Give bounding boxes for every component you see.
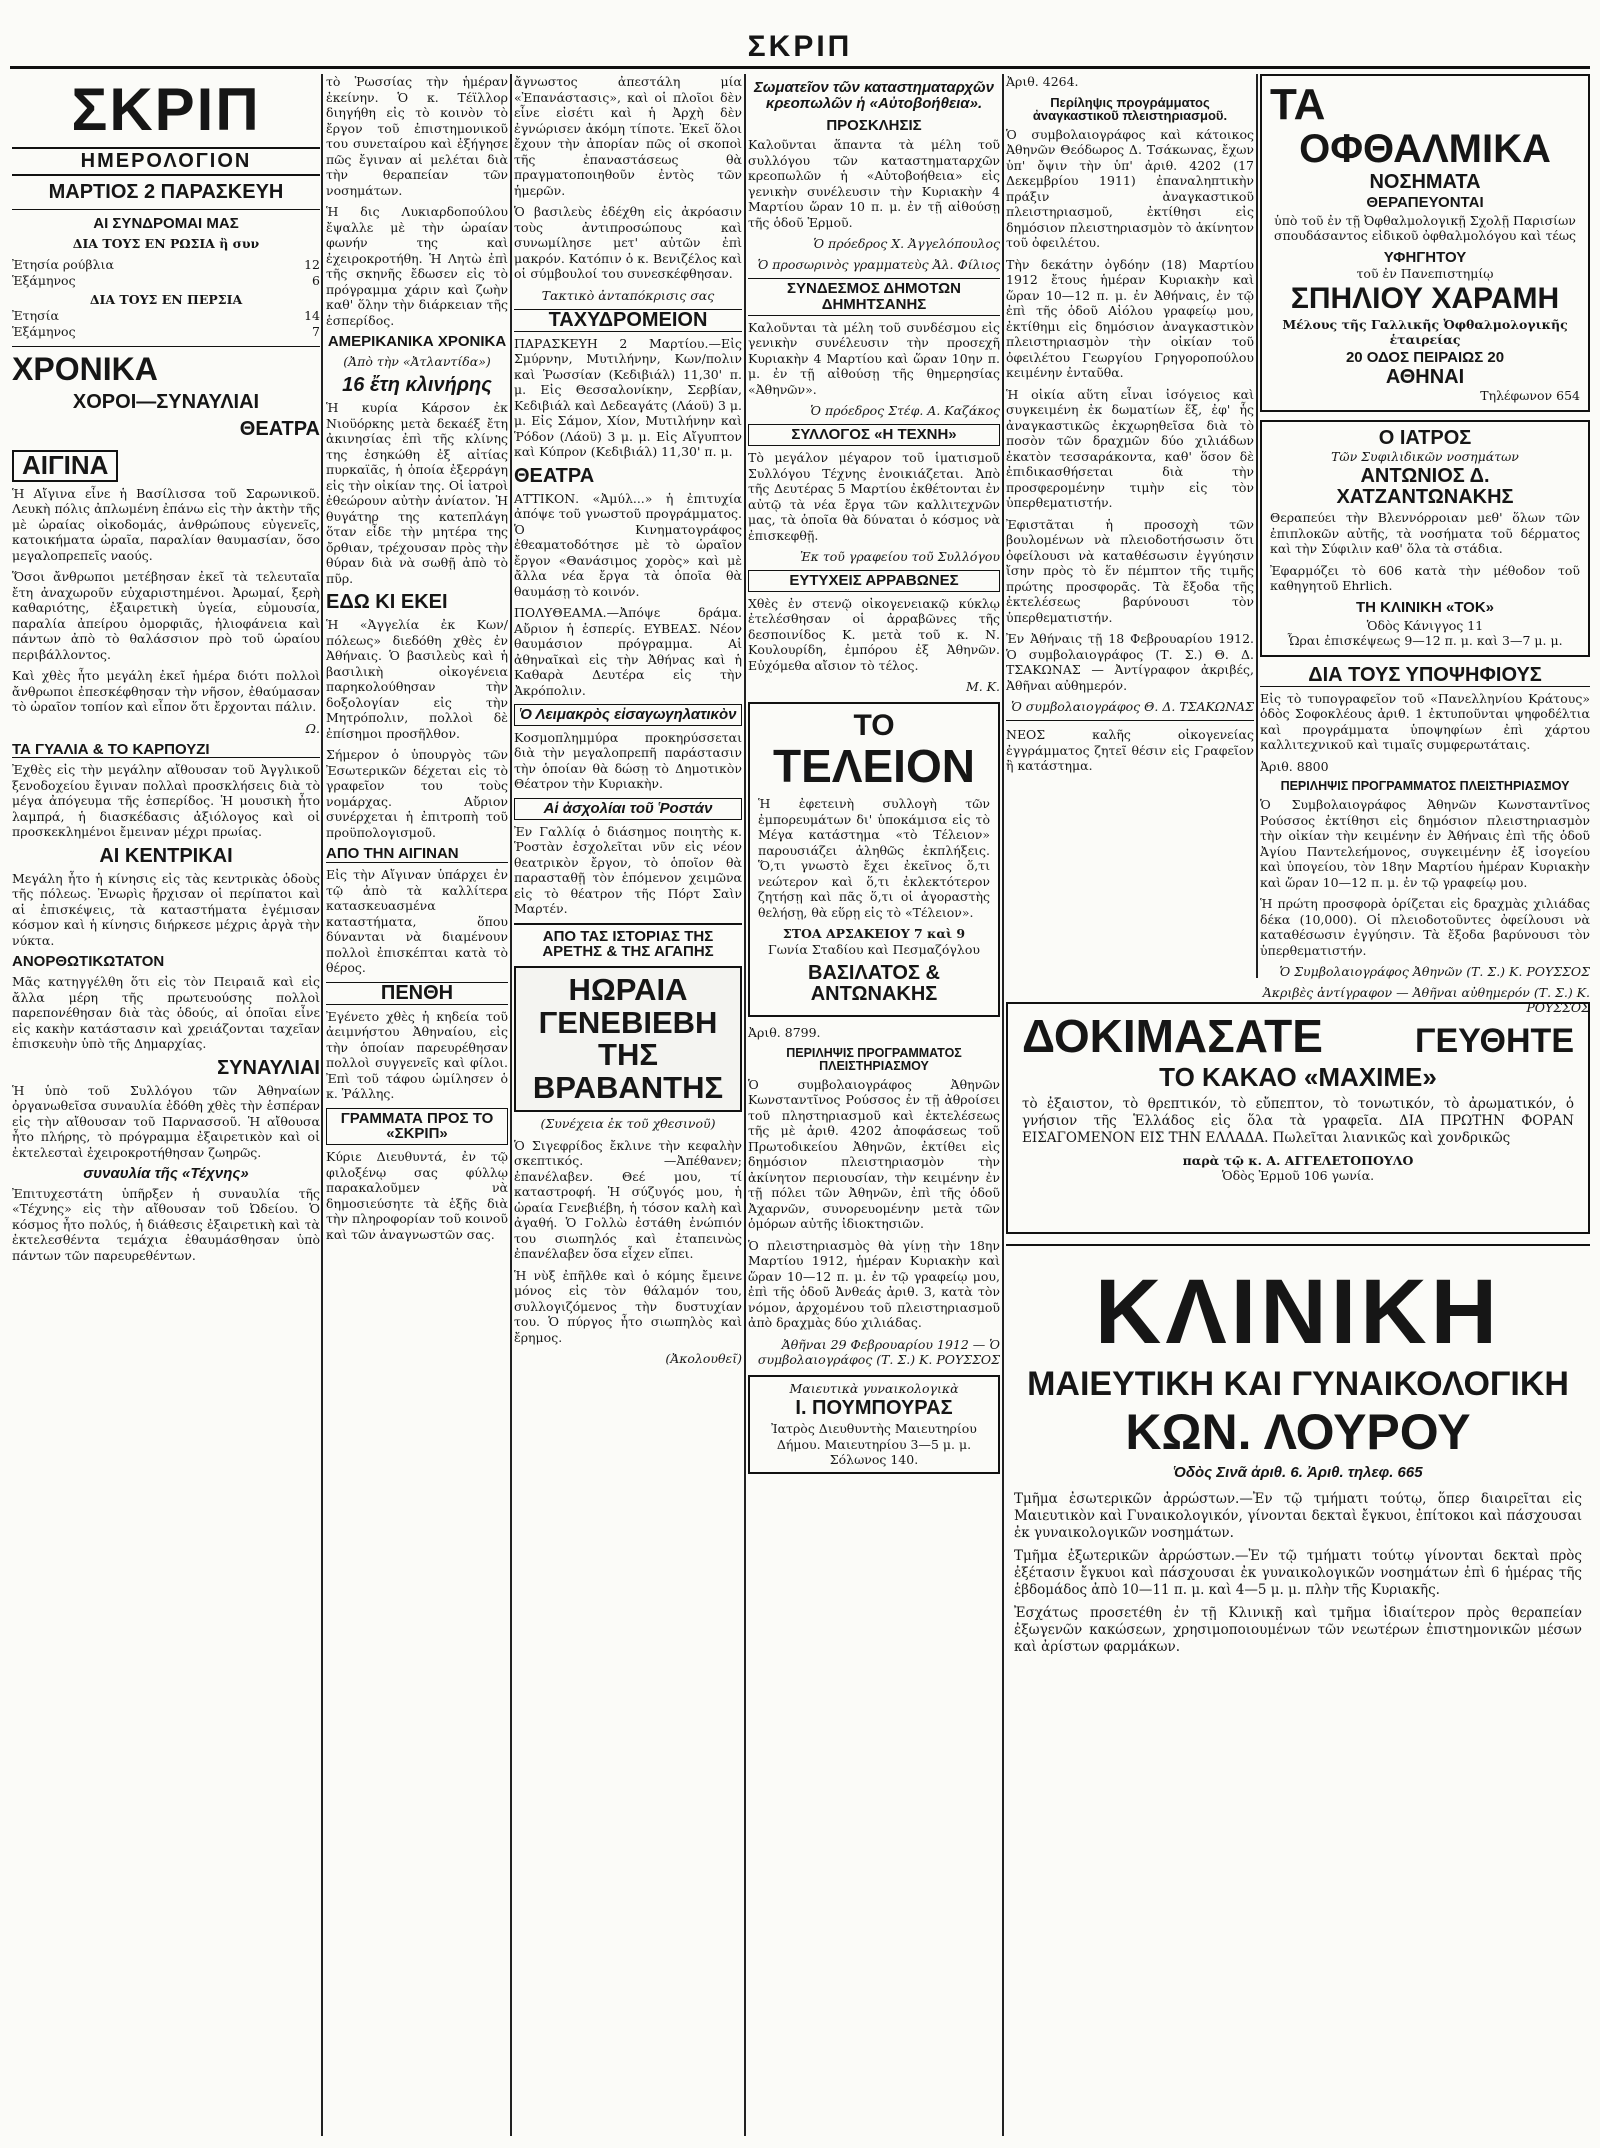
signature: Ὁ πρόεδρος Στέφ. Α. Καζάκος xyxy=(810,403,1000,419)
signature: Ἀκριβὲς ἀντίγραφον — Ἀθῆναι αὐθημερόν (Τ. Σ.) Κ. ΡΟΥΣΣΟΣ xyxy=(1262,985,1590,1016)
signature: (Ἀκολουθεῖ) xyxy=(665,1351,742,1367)
advert-text: Θεραπεύει τὴν Βλεννόρροιαν μεθ' ὅλων τῶν ἐπιπλοκῶν αὐτῆς, τὰ νοσήματα τοῦ δέρματος καὶ τὴν Σύφιλιν καθ' ὅλα τὰ στάδια. xyxy=(1270,510,1580,557)
masthead-rule xyxy=(10,66,1590,69)
section-heading: Περίληψις προγράμματος ἀναγκαστικοῦ πλειστηριασμοῦ. xyxy=(1032,94,1228,124)
advert-text: Ἐσχάτως προσετέθη ἐν τῇ Κλινικῇ καὶ τμῆμα ἰδιαίτερον πρὸς θεραπείαν ἐξωγενῶν κακώσεων, χρησιμοποιουμένων τῶν νεωτέρων ἐπιστημονικῶν μέσων καὶ ἀρίστων φαρμάκων. xyxy=(1014,1604,1582,1655)
note: Τακτικὸ ἀνταπόκρισις σας xyxy=(541,287,715,303)
choroi-heading: ΧΟΡΟΙ—ΣΥΝΑΥΛΙΑΙ xyxy=(72,391,260,414)
advert-subtitle: Τῶν Συφιλιδικῶν νοσημάτων xyxy=(1331,448,1519,464)
advert-text: Ἡ ἐφετεινὴ συλλογὴ τῶν ἐμπορευμάτων δι' ὑποκάμισα εἰς τὸ Μέγα κατάστημα «τὸ Τέλειον» παρουσιάζει ἀληθῶς ἐκπλήξεις. Ὅ,τι γνωστὸ ἔχει ἐκεῖνος ὅ,τι νεώτερον καὶ ὅ,τι ἐκλεκτότερον ζητήσῃ καὶ πᾶς ὅ,τι οἱ ἀγοραστὴς θελήσῃ, θὰ εὕρῃ εἰς τὸ «Τέλειον». xyxy=(758,796,990,920)
paragraph: Ὁ βασιλεὺς ἐδέχθη εἰς ἀκρόασιν τοὺς ἀντιπροσώπους καὶ συνωμίλησε μετ' αὐτῶν ἐπὶ μακρόν. Κατόπιν ὁ κ. Βενιζέλος καὶ οἱ σύμβουλοί του συνεσκέφθησαν. xyxy=(514,204,742,281)
paragraph: ΠΟΛΥΘΕΑΜΑ.—Ἀπόψε δράμα. Αὔριον ἡ ἑσπερίς. ΕΥΒΕΑΣ. Νέον θαυμάσιον πρόγραμμα. Αἱ ἀθηναῖκαὶ εἰς τὴν Ἀθήνας καὶ ἡ Καθαρὰ Δευτέρα εἰς τὴν Ἀκρόπολιν. xyxy=(514,605,742,698)
serial-kicker: ΑΠΟ ΤΑΣ ΙΣΤΟΡΙΑΣ ΤΗΣ ΑΡΕΤΗΣ & ΤΗΣ ΑΓΑΠΗΣ xyxy=(514,923,742,961)
paragraph: Ἐν Γαλλίᾳ ὁ διάσημος ποιητὴς κ. Ῥοστὰν ἐσχολεῖται νῦν εἰς νέον θεατρικὸν ἔργον, τὸ ὁποῖον θὰ παρασταθῇ τὸν ἑπόμενον χειμῶνα εἰς τὸ θέατρον τῆς Πόρτ Σαὶν Μαρτέν. xyxy=(514,823,742,916)
advert-title: Ι. ΠΟΥΜΠΟΥΡΑΣ xyxy=(795,1397,953,1420)
advert-address: ΣΤΟΑ ΑΡΣΑΚΕΙΟΥ 7 καὶ 9 xyxy=(782,926,966,942)
advert-title: ΚΛΙΝΙΚΗ xyxy=(1094,1261,1502,1363)
signature: Ἐκ τοῦ γραφείου τοῦ Συλλόγου xyxy=(800,549,1000,564)
paragraph: Μεγάλη ἦτο ἡ κίνησις εἰς τὰς κεντρικὰς ὁδοὺς τῆς πόλεως. Ἐνωρὶς ἤρχισαν οἱ περίπατοι καὶ αἱ ἐπισκέψεις, τὰ καταστήματα ἐγέμισαν κόσμον καὶ ἡ κίνησις διήρκεσε μέχρις ἀργὰ τὴν νύκτα. xyxy=(12,870,320,948)
section-heading: ΠΕΝΘΗ xyxy=(326,982,508,1005)
advert-owner: ΒΑΣΙΛΑΤΟΣ & ΑΝΤΩΝΑΚΗΣ xyxy=(808,962,940,1006)
signature: Ὁ προσωρινὸς γραμματεὺς Ἀλ. Φίλιος xyxy=(757,257,1000,273)
advert-text: Ἐφαρμόζει τὸ 606 κατὰ τὴν μέθοδον τοῦ καθηγητοῦ Ehrlich. xyxy=(1270,562,1580,594)
section-heading: ΣΥΝΑΥΛΙΑΙ xyxy=(217,1056,320,1079)
paragraph: Εἰς τὴν Αἴγιναν ὑπάρχει ἐν τῷ ἀπὸ τὰ καλλίτερα κατασκευασμένα καταστήματα, ὅπου δύνανται νὰ διαμένουν πολλοὶ ἐπισκέπται κατὰ τὸ θέρος. xyxy=(326,867,508,975)
notice-number: Ἀριθ. 8800 xyxy=(1260,758,1329,774)
section-heading: ΕΔΩ ΚΙ ΕΚΕΙ xyxy=(326,591,448,614)
serial-title: ΗΩΡΑΙΑ ΓΕΝΕΒΙΕΒΗ ΤΗΣ ΒΡΑΒΑΝΤΗΣ xyxy=(514,966,742,1112)
advert-kicker: ΤΟ xyxy=(853,709,895,743)
signature: Ω. xyxy=(305,720,320,736)
paragraph: Ὁ Σιγεφρίδος ἔκλινε τὴν κεφαλὴν σκεπτικός. —Ἀπέθανεν; ἐπανέλαβεν. Θεέ μου, τί καταστροφή. Ἡ σύζυγός μου, ἡ ὡραία Γενεβιέβη, ἡ τόσον καλὴ καὶ ἀγαθή. Ὁ Γολλὼ ἐστάθη ἐνώπιόν του σιωπηλός καὶ ἐταπεινὼς ἐπανέλαβεν ὅσα εἶχεν εἴπει. xyxy=(514,1137,742,1262)
paragraph: Καὶ χθὲς ἦτο μεγάλη ἐκεῖ ἡμέρα διότι πολλοὶ ἄνθρωποι ἐπεσκέφθησαν τὴν νῆσον, ἐθαύμασαν τὸ ὡραῖον τοπίον καὶ εἶπον ὅτι ἔρχονται πάλιν. xyxy=(12,668,320,715)
advert-text: Τμῆμα ἐξωτερικῶν ἀρρώστων.—Ἐν τῷ τμήματι τούτῳ γίνονται δεκταὶ πρὸς ἐξέτασιν ἔγκυοι καὶ πάσχουσαι ἐκ γυναικολογικῶν νοσημάτων ἐπὶ 6 ἡμέρας τῆς ἑβδομάδος ἀπὸ 10—11 π. μ. καὶ 4—5 μ. μ. πλὴν τῆς Κυριακῆς. xyxy=(1014,1547,1582,1598)
advert-subtitle: ΥΦΗΓΗΤΟΥ xyxy=(1383,248,1467,266)
advert-text: ὑπὸ τοῦ ἐν τῇ Ὀφθαλμολογικῇ Σχολῇ Παρισίων σπουδάσαντος εἰδικοῦ ὀφθαλμολόγου καὶ τέως xyxy=(1273,212,1577,244)
aigina-heading: ΑΙΓΙΝΑ xyxy=(12,450,118,481)
paragraph: Κοσμοπλημμύρα προκηρύσσεται διὰ τὴν μεγαλοπρεπῆ παράστασιν τὴν ὁποίαν θὰ δώσῃ τὸ Δημοτικὸν Θέατρον τὴν Κυριακὴν. xyxy=(514,729,742,792)
paragraph: Ἡ κυρία Κάρσον ἐκ Νιοϋόρκης μετὰ δεκαέξ ἔτη ἀκινησίας ἐπὶ τῆς κλίνης της ἐσηκώθη ἐξ αἰτίας πυρκαϊᾶς, ἡ ὁποία ἐξερράγη εἰς τὴν οἰκίαν της. Οἱ ἰατροὶ ἐθεώρουν αὐτὴν ἀνίατον. Ἡ θυγάτηρ της κατεπλάγη ὅταν εἶδε τὴν μητέρα της ὄρθιαν, τρέχουσαν πρὸς τὴν θύραν διὰ νὰ σωθῇ ἀπὸ τὸ πῦρ. xyxy=(326,400,508,586)
column-rule xyxy=(321,74,323,2136)
advert-address: Ὁδὸς Κάνιγγος 11 xyxy=(1366,617,1484,633)
paragraph: Εἰς τὸ τυπογραφεῖον τοῦ «Πανελληνίου Κράτους» ὁδὸς Σοφοκλέους ἀριθ. 1 ἐκτυποῦνται ψηφοδέλτια καὶ προγράμματα ὑποψηφίων ἐπὶ χάρτου καλλιτεχνικοῦ καὶ τιμαῖς συμφερωτάταις. xyxy=(1260,690,1590,753)
paragraph: Ὁ συμβολαιογράφος καὶ κάτοικος Ἀθηνῶν Θεόδωρος Δ. Τσάκωνας, ἔχων ὑπ' ὄψιν τὴν ὑπ' ἀριθ. 4202 (17 Δεκεμβρίου 1911) ἐπαναληπτικὴν πράξιν ἀναγκαστικοῦ πλειστηριασμοῦ, ἐκτίθησι εἰς δημόσιον πλειστηριασμὸν τὸ ἀκίνητον τοῦ ὀφειλέτου. xyxy=(1006,126,1254,251)
column-2 xyxy=(326,74,508,2138)
paragraph: Καλοῦνται ἅπαντα τὰ μέλη τοῦ συλλόγου τῶν καταστηματαρχῶν κρεοπωλῶν ἡ «Αὐτοβοήθεια» εἰς γενικὴν συνέλευσιν τὴν Κυριακὴν 4 Μαρτίου ὥραν 10 π. μ. ἐν τῇ αἰθούσῃ τῆς ὁδοῦ Ἑρμοῦ. xyxy=(748,137,1000,230)
column-4 xyxy=(748,74,1000,2138)
subscription-row: Ἑξάμηνος 6 xyxy=(12,273,320,289)
paragraph: Μᾶς κατηγγέλθη ὅτι εἰς τὸν Πειραιᾶ καὶ εἰς ἄλλα μέρη τῆς πρωτευούσης πολλοὶ παρεπονέθησαν διὰ τὰς ὁδούς, αἱ ὁποῖαι εἶνε εἰς κακὴν κατάστασιν καὶ χρειάζονται ταχεῖαν ἐπισκευὴν ὑπὸ τῆς Δημαρχίας. xyxy=(12,974,320,1052)
section-heading: ΑΝΟΡΘΩΤΙΚΩΤΑΤΟΝ xyxy=(12,953,165,971)
paragraph: Ὁ Συμβολαιογράφος Ἀθηνῶν Κωνσταντῖνος Ρούσσος ἐκτίθησι εἰς δημόσιον πλειστηριασμὸν τὴν οἰκίαν τὴν κειμένην ἐν Ἀθήναις ἐπὶ τῆς ὁδοῦ Ἀγίου Παντελεήμονος, συγκειμένην ἐξ ἰσογείου καὶ ὑπογείου, τὸν 18ην Μαρτίου ἡμέραν Κυριακὴν καὶ ὥραν 10—12 π. μ. ἐν τῷ γραφείῳ μου. xyxy=(1260,797,1590,890)
paragraph: ΑΤΤΙΚΟΝ. «Ἀμύλ...» ἡ ἐπιτυχία ἀπόψε τοῦ γνωστοῦ προγράμματος. Ὁ Κινηματογράφος ἐθεαματοδότησε μὲ τὸ ὡραῖον ἔργον «Θανάσιμος χορὸς» καὶ μὲ ἄλλα νέα ἔργα τὰ ὁποῖα θὰ θαυμάσῃ τὸ κοινόν. xyxy=(514,490,742,599)
advert-title: ΟΦΘΑΛΜΙΚΑ xyxy=(1299,127,1551,172)
subscription-row: Ἐτησία 14 xyxy=(12,307,320,323)
advert-title: ΔΟΚΙΜΑΣΑΤΕ xyxy=(1022,1010,1323,1062)
section-heading: ΠΡΟΣΚΛΗΣΙΣ xyxy=(826,116,922,134)
advert-subtitle: ΜΑΙΕΥΤΙΚΗ ΚΑΙ ΓΥΝΑΙΚΟΛΟΓΙΚΗ xyxy=(1027,1364,1569,1403)
paragraph: Ἐπιτυχεστάτη ὑπῆρξεν ἡ συναυλία τῆς «Τέχνης» εἰς τὴν αἴθουσαν τοῦ Ὠδείου. Ὁ κόσμος ἦτο πολύς, ἡ διάθεσις ἐξαιρετικὴ καὶ τὰ ἐκτελεσθέντα τεμάχια ἐθαυμάσθησαν ὑπὸ πάντων τῶν παρευρεθέντων. xyxy=(12,1185,320,1263)
signature: Μ. Κ. xyxy=(965,679,1000,695)
advert-city: ΑΘΗΝΑΙ xyxy=(1385,366,1465,389)
clinic-advert xyxy=(1006,1244,1590,1664)
paragraph: Ἐγένετο χθὲς ἡ κηδεία τοῦ ἀειμνήστου Ἀθηναίου, εἰς τὴν ὁποίαν παρευρέθησαν πολλοὶ συγγενεῖς καὶ φίλοι. Ἐπὶ τοῦ τάφου ὡμίλησεν ὁ κ. Ῥάλλης. xyxy=(326,1008,508,1101)
paragraph: Ὁ πλειστηριασμὸς θὰ γίνῃ τὴν 18ην Μαρτίου 1912, ἡμέραν Κυριακὴν καὶ ὥραν 10—12 π. μ. ἐν τῷ γραφείῳ μου, ἐπὶ τῆς ὁδοῦ Ἀνθεάς ἀριθ. 3, κατὰ τὸν νόμον, ἀρχομένου τοῦ πλειστηριασμοῦ ἀπὸ δραχμὰς δύο χιλιάδας. xyxy=(748,1237,1000,1331)
subscription-row: Ἐτησία ρούβλια 12 xyxy=(12,257,320,273)
paragraph: Ὁ συμβολαιογράφος Ἀθηνῶν Κωνσταντῖνος Ρούσσος ἐν τῇ ἀθροίσει τοῦ πληστηριασμοῦ καὶ ἐκτελέσεως τῆς μὲ ἀριθ. 4202 ἀποφάσεως τοῦ Πρωτοδικείου Ἀθηνῶν, ἐκτίθει εἰς δημόσιον πλειστηριασμὸν τὴν ἀκίνητον περιουσίαν, τὴν κειμένην ἐν τῇ πόλει τῶν Ἀθηνῶν, ἐπὶ τῆς ὁδοῦ Ἀχαρνῶν, συνορευομένην μετὰ τῶν ὁμόρων αὐτῆς ἰδιοκτησιῶν. xyxy=(748,1076,1000,1232)
advert-text: Ἰατρὸς Διευθυντὴς Μαιευτηρίου Δήμου. Μαιευτηρίου 3—5 μ. μ. Σόλωνος 140. xyxy=(771,1421,977,1468)
subscriptions-persia: ΔΙΑ ΤΟΥΣ ΕΝ ΠΕΡΣΙΑ xyxy=(89,292,243,308)
page-masthead: ΣΚΡΙΠ xyxy=(747,30,853,63)
section-heading: ΑΠΟ ΤΗΝ ΑΙΓΙΝΑΝ xyxy=(326,846,508,863)
advert-doctor-name: ΚΩΝ. ΛΟΥΡΟΥ xyxy=(1125,1404,1471,1461)
subscriptions-russia: ΔΙΑ ΤΟΥΣ ΕΝ ΡΩΣΙΑ ἢ συν xyxy=(72,235,260,251)
paragraph: ἄγνωστος ἀπεστάλη μία «Ἐπανάστασις», καὶ οἱ πλοῖοι δὲν εἶνε εἰσέτι καὶ ἡ Ἀρχὴ δὲν ἐγνώρισεν ἀκόμη τίποτε. Ἐκεῖ ὅλοι ἔχουν τὴν ἀπορίαν πῶς οἱ σκοποὶ τῆς ἐπαναστάσεως θὰ πραγματοποιηθοῦν ἐντὸς τῶν ἡμερῶν. xyxy=(514,74,742,198)
notice-number: Ἀριθ. 8799. xyxy=(748,1025,821,1041)
column-rule xyxy=(1002,74,1004,2136)
paragraph: Ὅσοι ἄνθρωποι μετέβησαν ἐκεῖ τὰ τελευταῖα ἔτη ἀναχωροῦν εὐχαριστημένοι. Ἀρωμαί, ξερὴ καθαριότης, ἐξαιρετικὴ ὑγεία, εὐμουσία, παραλία ἀπείρου ὀμορφιᾶς, ἡλιοφάνεια καὶ πάντων ἀπὸ τὸ θαλάσσιον πρὸ τοῦ ὡραίου περιβάλλοντος. xyxy=(12,569,320,662)
paragraph: Τὸ μεγάλον μέγαρον τοῦ ἱματισμοῦ Συλλόγου Τέχνης ἐνοικιάζεται. Ἀπὸ τῆς Δευτέρας 5 Μαρτίου ἐκθέτονται ἐν αὐτῷ τὰ νέα ἔργα τῶν καλλιτεχνῶν μας, τὰ ὁποῖα θὰ δύναται ὁ κόσμος νὰ ἐπισκεφθῇ. xyxy=(748,450,1000,543)
chronika-heading: ΧΡΟΝΙΚΑ xyxy=(12,350,158,387)
calendar-date: ΜΑΡΤΙΟΣ 2 ΠΑΡΑΣΚΕΥΗ xyxy=(48,181,284,203)
advert-text: Τμῆμα ἐσωτερικῶν ἀρρώστων.—Ἐν τῷ τμήματι τούτῳ, ὅπερ διαιρεῖται εἰς Μαιευτικὸν καὶ Γυναικολογικόν, γίνονται δεκταὶ ἔγκυοι, ἐπίτοκοι καὶ πάσχουσαι ἐκ γυναικολογικῶν νοσημάτων. xyxy=(1014,1490,1582,1541)
paragraph: Ἡ οἰκία αὕτη εἶναι ἰσόγειος καὶ συγκειμένη ἐκ δωματίων ἕξ, ἐφ' ἧς ἀναγκαστικῶς ἐκχωρηθεῖσα διὰ τὸ ποσὸν τῶν δραχμῶν δύο χιλιάδων ἐκατὸν τεσσαράκοντα, καθ' ὅσον δὲ ἐπιδικασθήσεται διὰ τὴν προσφερομένην τιμὴν εἰς τὸν ὑπερθεματιστήν. xyxy=(1006,386,1254,511)
paragraph: Ἐν Ἀθήναις τῇ 18 Φεβρουαρίου 1912. Ὁ συμβολαιογράφος (Τ. Σ.) Θ. Δ. ΤΣΑΚΩΝΑΣ — Ἀντίγραφον ἀκριβές, Ἀθῆναι αὐθημερόν. xyxy=(1006,631,1254,693)
paragraph: Κύριε Διευθυντά, ἐν τῷ φιλοξένῳ σας φύλλῳ παρακαλοῦμεν νὰ δημοσιεύσητε τὰ ἑξῆς διὰ τὴν πληροφορίαν τοῦ κοινοῦ καὶ τῶν ἀναγνωστῶν σας. xyxy=(326,1149,508,1242)
signature: Ὁ Συμβολαιογράφος Ἀθηνῶν (Τ. Σ.) Κ. ΡΟΥΣΣΟΣ xyxy=(1279,964,1590,980)
paragraph: Χθὲς ἐν στενῷ οἰκογενειακῷ κύκλῳ ἐτελέσθησαν οἱ ἀρραβῶνες τῆς δεσποινίδος Κ. μετὰ τοῦ κ. Ν. Κουλουρίδη, ἐμπόρου ἐξ Ἀθηνῶν. Εὐχόμεθα αἴσιον τὸ τέλος. xyxy=(748,595,1000,673)
advert-dealer: παρὰ τῷ κ. Α. ΑΓΓΕΛΕΤΟΠΟΥΛΟ xyxy=(1182,1152,1414,1168)
advert-address-2: Γωνία Σταδίου καὶ Πεσμαζόγλου xyxy=(768,941,980,957)
venereology-advert xyxy=(1260,420,1590,657)
paragraph: Ἡ πρώτη προσφορὰ ὁρίζεται εἰς δραχμὰς χιλιάδας δέκα (10,000). Οἱ πλειοδοτοῦντες ὀφείλουσι νὰ καταθέσωσιν ἐγγύησιν. Τὰ ἔξοδα βαρύνουσι τὸν ὑπερθεματιστήν. xyxy=(1260,896,1590,958)
section-heading: ΘΕΑΤΡΑ xyxy=(514,464,595,487)
section-heading: ΠΕΡΙΛΗΨΙΣ ΠΡΟΓΡΑΜΜΑΤΟΣ ΠΛΕΙΣΤΗΡΙΑΣΜΟΥ xyxy=(1280,779,1570,794)
section-heading: Ὁ Λειμακρὸς εἰσαγωγηλατικὸν xyxy=(514,704,742,726)
cocoa-advert xyxy=(1006,1002,1590,1234)
paragraph: Σήμερον ὁ ὑπουργὸς τῶν Ἐσωτερικῶν δέχεται εἰς τὸ γραφεῖον του τοὺς νομάρχας. Αὔριον συνέρχεται ἡ ἐπιτροπὴ τοῦ προϋπολογισμοῦ. xyxy=(326,747,508,840)
column-6 xyxy=(1260,74,1590,1016)
section-heading: ΑΙ ΚΕΝΤΡΙΚΑΙ xyxy=(99,844,233,867)
paragraph: Τὴν δεκάτην ὀγδόην (18) Μαρτίου 1912 ἔτους ἡμέραν Κυριακὴν καὶ ὥραν 10—12 π. μ. ἐν Ἀθήναις, ἐν τῷ ἐπὶ τῆς ὁδοῦ Αἰόλου γραφείῳ μου, ἐκτίθημι εἰς δημόσιον ἀναγκαστικὸν πλειστηριασμὸν τὴν οἰκίαν τοῦ ὀφειλέτου Γεωργίου Γρηγοροπούλου κειμένην ἐνταῦθα. xyxy=(1006,256,1254,381)
paragraph: ΠΑΡΑΣΚΕΥΗ 2 Μαρτίου.—Εἰς Σμύρνην, Μυτιλήνην, Κων/πολιν καὶ Ῥωσσίαν (Κεδιβιάλ) 11,30' π. μ. Εἰς Θεσσαλονίκην, Σερβίαν, Κεδιβιάλ καὶ Δεδεαγάτς (Λάοϋ) 3 μ. μ. Εἰς Σάμον, Χίον, Μυτιλήνην καὶ Ῥόδον (Λάοϋ) 3 μ. μ. Εἰς Αἴγυπτον καὶ Κύπρον (Κεδιβιάλ) 11,30' π. μ. xyxy=(514,335,742,459)
section-heading: Αἱ ἀσχολίαι τοῦ Ῥοστάν xyxy=(514,798,742,820)
paragraph: Ἡ Αἴγινα εἶνε ἡ Βασίλισσα τοῦ Σαρωνικοῦ. Λευκὴ πόλις ἀπλωμένη ἐπάνω εἰς τὴν ἀκτὴν τῆς μὲ ὡραίας οἰκοδομάς, ἀνθρώπους εὐγενεῖς, κατοικήματα ὡραῖα, παραλίαν θαυμασίαν, ὅσο μεγαλοπρεπεῖς ναούς. xyxy=(12,485,320,563)
serial-subtitle: (Συνέχεια ἐκ τοῦ χθεσινοῦ) xyxy=(540,1116,716,1132)
column-1 xyxy=(12,74,320,2138)
paragraph: Ἡ «Ἀγγελία ἐκ Κων/πόλεως» διεδόθη χθὲς ἐν Ἀθήναις. Ὁ βασιλεὺς καὶ ἡ βασιλικὴ οἰκογένεια παρηκολούθησαν τὴν δοξολογίαν εἰς τὴν Μητρόπολιν, πολλοὶ δὲ ἐπίσημοι προσῆλθον. xyxy=(326,617,508,741)
section-heading: ΣΥΛΛΟΓΟΣ «Η ΤΕΧΝΗ» xyxy=(748,424,1000,446)
section-heading: ΕΥΤΥΧΕΙΣ ΑΡΡΑΒΩΝΕΣ xyxy=(748,570,1000,592)
signature: Ἀθῆναι 29 Φεβρουαρίου 1912 — Ὁ συμβολαιογράφος (Τ. Σ.) Κ. ΡΟΥΣΣΟΣ xyxy=(757,1336,1000,1367)
column-rule xyxy=(1256,74,1258,978)
theatra-heading: ΘΕΑΤΡΑ xyxy=(239,418,320,441)
column-5 xyxy=(1006,74,1254,988)
advert-kicker: ΤΑ xyxy=(1270,80,1326,129)
advert-hours: Ὧραι ἐπισκέψεως 9—12 π. μ. καὶ 3—7 μ. μ. xyxy=(1287,633,1563,649)
paragraph: Καλοῦνται τὰ μέλη τοῦ συνδέσμου εἰς γενικὴν συνέλευσιν τὴν προσεχῆ Κυριακὴν 4 Μαρτίου καὶ ὥραν 10ην π. μ. ἐν τῇ αἰθούσῃ τῆς θημερησίας «Ἀθηνῶν». xyxy=(748,319,1000,397)
paragraph: τὸ Ῥωσσίας τὴν ἡμέραν ἐκείνην. Ὁ κ. Τέϊλλορ διηγήθη εἰς τὸ κοινὸν τὸ ἔργον τοῦ ἐπιστημονικοῦ του συνεταίρου καὶ ἐξήγησε πῶς ἔγιναν αἱ μελέται διὰ τὴν θεραπείαν τῶν νοσημάτων. xyxy=(326,74,508,198)
advert-address: 20 ΟΔΟΣ ΠΕΙΡΑΙΩΣ 20 xyxy=(1345,348,1505,366)
doctor-advert xyxy=(748,1375,1000,1474)
signature: Ὁ συμβολαιογράφος Θ. Δ. ΤΣΑΚΩΝΑΣ xyxy=(1011,699,1254,715)
advert-text: Μέλους τῆς Γαλλικῆς Ὀφθαλμολογικῆς ἑταιρείας xyxy=(1282,316,1568,348)
advert-title-2: ΓΕΥΘΗΤΕ xyxy=(1415,1022,1574,1060)
advert-doctor-name: ΣΠΗΛΙΟΥ ΧΑΡΑΜΗ xyxy=(1290,282,1560,316)
section-subtitle: (Ἀπὸ τὴν «Ἀτλαντίδα») xyxy=(343,353,491,369)
subscriptions-heading: ΑΙ ΣΥΝΔΡΟΜΑΙ ΜΑΣ xyxy=(93,215,239,232)
advert-product: ΤΟ ΚΑΚΑΟ «ΜΑΧΙΜΕ» xyxy=(1159,1062,1437,1093)
section-heading: ΣΥΝΔΕΣΜΟΣ ΔΗΜΟΤΩΝ ΔΗΜΗΤΣΑΝΗΣ xyxy=(748,278,1000,316)
section-heading: ΑΜΕΡΙΚΑΝΙΚΑ ΧΡΟΝΙΚΑ xyxy=(327,333,507,350)
subscription-row: Ἑξάμηνος 7 xyxy=(12,323,320,339)
advert-address: Ὁδὸς Ἑρμοῦ 106 γωνία. xyxy=(1221,1168,1375,1184)
advert-doctor-name: ΑΝΤΩΝΙΟΣ Δ. ΧΑΤΖΑΝΤΩΝΑΚΗΣ xyxy=(1336,465,1514,509)
section-heading: ΠΕΡΙΛΗΨΙΣ ΠΡΟΓΡΑΜΜΑΤΟΣ ΠΛΕΙΣΤΗΡΙΑΣΜΟΥ xyxy=(786,1045,962,1073)
teleion-advert xyxy=(748,702,1000,1017)
advert-kicker: Ο ΙΑΤΡΟΣ xyxy=(1378,426,1472,449)
paragraph: Ἡ ὑπὸ τοῦ Συλλόγου τῶν Ἀθηναίων ὀργανωθεῖσα συναυλία ἐδόθη χθὲς τὴν ἑσπέραν εἰς τὴν αἴθουσαν τοῦ Παρνασσοῦ. Ἡ αἴθουσα ἦτο πλήρης, τὸ πρόγραμμα ἐξαιρετικὸν καὶ οἱ ἐκτελεσταὶ ἐχειροκροτήθησαν ζωηρῶς. xyxy=(12,1082,320,1160)
advert-subtitle: ΝΟΣΗΜΑΤΑ xyxy=(1369,171,1481,194)
section-heading: ΓΡΑΜΜΑΤΑ ΠΡΟΣ ΤΟ «ΣΚΡΙΠ» xyxy=(326,1108,508,1146)
advert-kicker: Μαιευτικὰ γυναικολογικὰ xyxy=(789,1380,959,1396)
ophthalmology-advert xyxy=(1260,74,1590,412)
advert-title: ΤΕΛΕΙΟΝ xyxy=(773,739,975,792)
advert-clinic: ΤΗ ΚΛΙΝΙΚΗ «ΤΟΚ» xyxy=(1355,598,1495,616)
column-3 xyxy=(514,74,742,2138)
column-rule xyxy=(744,74,746,2136)
paragraph: Ἐχθὲς εἰς τὴν μεγάλην αἴθουσαν τοῦ Ἀγγλικοῦ ξενοδοχείου ἔγιναν πολλαὶ προσκλήσεις διὰ τὸ μέγα ἀπόγευμα τῆς ἑσπερίδος. Ἡ μουσικὴ ἦτο λαμπρά, ἡ διασκέδασις ἀξιόλογος καὶ οἱ προσκεκλημένοι ἔμειναν μέχρι πρωίας. xyxy=(12,762,320,840)
classified-ad: ΝΕΟΣ καλῆς οἰκογενείας ἐγγράμματος ζητεῖ θέσιν εἰς Γραφεῖον ἢ κατάστημα. xyxy=(1006,727,1254,774)
advert-text: τοῦ ἐν Πανεπιστημίῳ xyxy=(1356,265,1494,281)
section-heading: ΤΑ ΓΥΑΛΙΑ & ΤΟ ΚΑΡΠΟΥΖΙ xyxy=(12,742,320,759)
paragraph: Ἡ δις Λυκιαρδοπούλου ἔψαλλε μὲ τὴν ὡραίαν φωνήν της καὶ ἐχειροκροτήθη. Ἡ Λητὼ ἐπὶ τῆς σκηνῆς ἔδωσεν εἰς τὸ πρόγραμμα χάριν καὶ ζωὴν καθ' ὅλην τὴν διάρκειαν τῆς ἑσπερίδος. xyxy=(326,204,508,328)
logo: ΣΚΡΙΠ xyxy=(71,76,261,143)
paragraph: Ἡ νὺξ ἐπῆλθε καὶ ὁ κόμης ἔμεινε μόνος εἰς τὸν θάλαμόν του, συλλογιζόμενος τὴν δυστυχίαν του. Ὁ πύργος ἦτο σιωπηλὸς καὶ ἔρημος. xyxy=(514,1267,742,1345)
advert-phone: Τηλέφωνον 654 xyxy=(1480,388,1580,404)
calendar-title: ΗΜΕΡΟΛΟΓΙΟΝ xyxy=(12,147,320,176)
section-heading: συναυλία τῆς «Τέχνης» xyxy=(83,1165,249,1183)
column-rule xyxy=(510,74,512,2136)
section-heading: ΔΙΑ ΤΟΥΣ ΥΠΟΨΗΦΙΟΥΣ xyxy=(1260,665,1590,687)
section-heading: 16 ἔτη κλινήρης xyxy=(342,374,492,397)
section-heading: Σωματεῖον τῶν καταστηματαρχῶν κρεοπωλῶν ἡ «Αὐτοβοήθεια». xyxy=(754,79,994,112)
advert-address: Ὁδὸς Σινᾶ ἀριθ. 6. Ἀριθ. τηλεφ. 665 xyxy=(1173,1463,1423,1481)
signature: Ὁ πρόεδρος Χ. Ἀγγελόπουλος xyxy=(813,236,1000,252)
notice-number: Ἀριθ. 4264. xyxy=(1006,74,1079,89)
advert-text: τὸ ἐξαιστον, τὸ θρεπτικόν, τὸ εὔπεπτον, τὸ τονωτικόν, τὸ ἀρωματικόν, ὁ γνήσιον τῆς Ἑλλάδος εἰς ὅλα τὰ γραφεῖα. ΔΙΑ ΠΡΩΤΗΝ ΦΟΡΑΝ ΕΙΣΑΓΟΜΕΝΟΝ ΕΙΣ ΤΗΝ ΕΛΛΑΔΑ. Πωλεῖται λιανικῶς καὶ χονδρικῶς xyxy=(1022,1095,1574,1146)
paragraph: Ἐφιστᾶται ἡ προσοχὴ τῶν βουλομένων νὰ πλειοδοτήσωσιν ὅτι ὀφείλουσι νὰ καταθέσωσιν ἐγγύησιν ἴσην πρὸς τὸ ἕν πέμπτον τῆς τιμῆς πρώτης προσφορᾶς. Τὰ ἔξοδα τῆς ἐκτελέσεως βαρύνουσι τὸν ὑπερθεματιστήν. xyxy=(1006,516,1254,625)
advert-subtitle: ΘΕΡΑΠΕΥΟΝΤΑΙ xyxy=(1366,194,1484,212)
section-heading: ΤΑΧΥΔΡΟΜΕΙΟΝ xyxy=(514,309,742,332)
